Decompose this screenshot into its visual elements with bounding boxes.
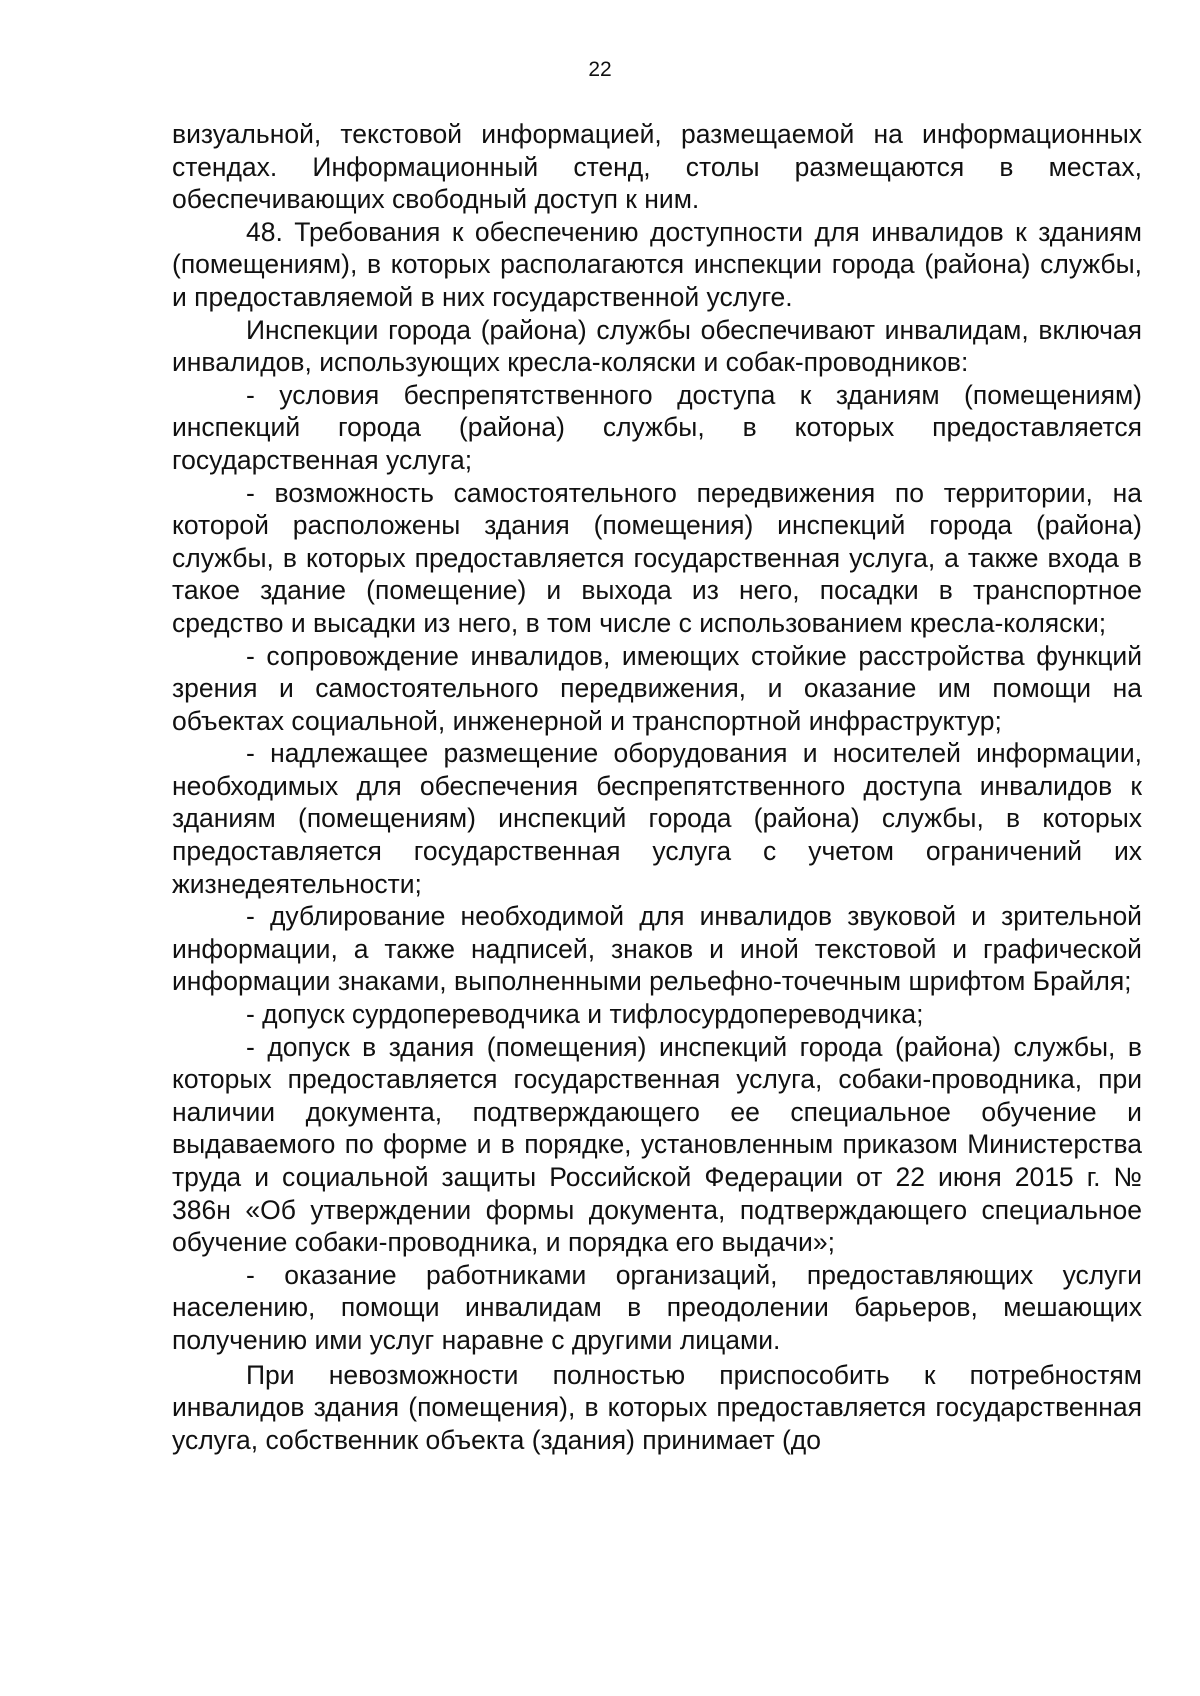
list-item-independent-movement: - возможность самостоятельного передвижения по территории, на которой расположены здания (помещения) инспекций города (района) службы, в которых предоставляется государственная услуга, а также входа в такое здание (помещение) и выхода из него, посадки в транспортное средство и высадки из него, в том числе с использованием кресла-коляски; xyxy=(172,477,1142,638)
list-item-access-conditions: - условия беспрепятственного доступа к зданиям (помещениям) инспекций города (района) службы, в которых предоставляется государственная услуга; xyxy=(172,379,1142,475)
list-item-staff-assistance: - оказание работниками организаций, предоставляющих услуги населению, помощи инвалидам в преодолении барьеров, мешающих получению ими услуг наравне с другими лицами. xyxy=(172,1259,1142,1355)
list-item-escort: - сопровождение инвалидов, имеющих стойкие расстройства функций зрения и самостоятельного передвижения, и оказание им помощи на объектах социальной, инженерной и транспортной инфраструктур; xyxy=(172,640,1142,736)
list-item-sign-interpreter: - допуск сурдопереводчика и тифлосурдопереводчика; xyxy=(246,999,924,1030)
document-body xyxy=(172,118,1142,1456)
paragraph-impossibility: При невозможности полностью приспособить к потребностям инвалидов здания (помещения), в которых предоставляется государственная услуга, собственник объекта (здания) принимает (до xyxy=(172,1359,1142,1455)
paragraph-inspections-provide: Инспекции города (района) службы обеспечивают инвалидам, включая инвалидов, использующих кресла-коляски и собак-проводников: xyxy=(172,314,1142,378)
paragraph-item-48: 48. Требования к обеспечению доступности для инвалидов к зданиям (помещениям), в которых располагаются инспекции города (района) службы, и предоставляемой в них государственной услуге. xyxy=(172,216,1142,312)
page-number: 22 xyxy=(588,58,612,81)
list-item-equipment-placement: - надлежащее размещение оборудования и носителей информации, необходимых для обеспечения беспрепятственного доступа инвалидов к зданиям (помещениям) инспекций города (района) службы, в которых предоставляется государственная услуга с учетом ограничений их жизнедеятельности; xyxy=(172,738,1142,899)
list-item-guide-dog-admission: - допуск в здания (помещения) инспекций города (района) службы, в которых предоставляется государственная услуга, собаки-проводника, при наличии документа, подтверждающего ее специальное обучение и выдаваемого по форме и в порядке, установленным приказом Министерства труда и социальной защиты Российской Федерации от 22 июня 2015 г. № 386н «Об утверждении формы документа, подтверждающего специальное обучение собаки-проводника, и порядка его выдачи»; xyxy=(172,1031,1142,1258)
paragraph-intro-continuation: визуальной, текстовой информацией, размещаемой на информационных стендах. Информационный стенд, столы размещаются в местах, обеспечивающих свободный доступ к ним. xyxy=(172,119,1142,215)
list-item-information-duplication: - дублирование необходимой для инвалидов звуковой и зрительной информации, а также надписей, знаков и иной текстовой и графической информации знаками, выполненными рельефно-точечным шрифтом Брайля; xyxy=(172,901,1142,997)
